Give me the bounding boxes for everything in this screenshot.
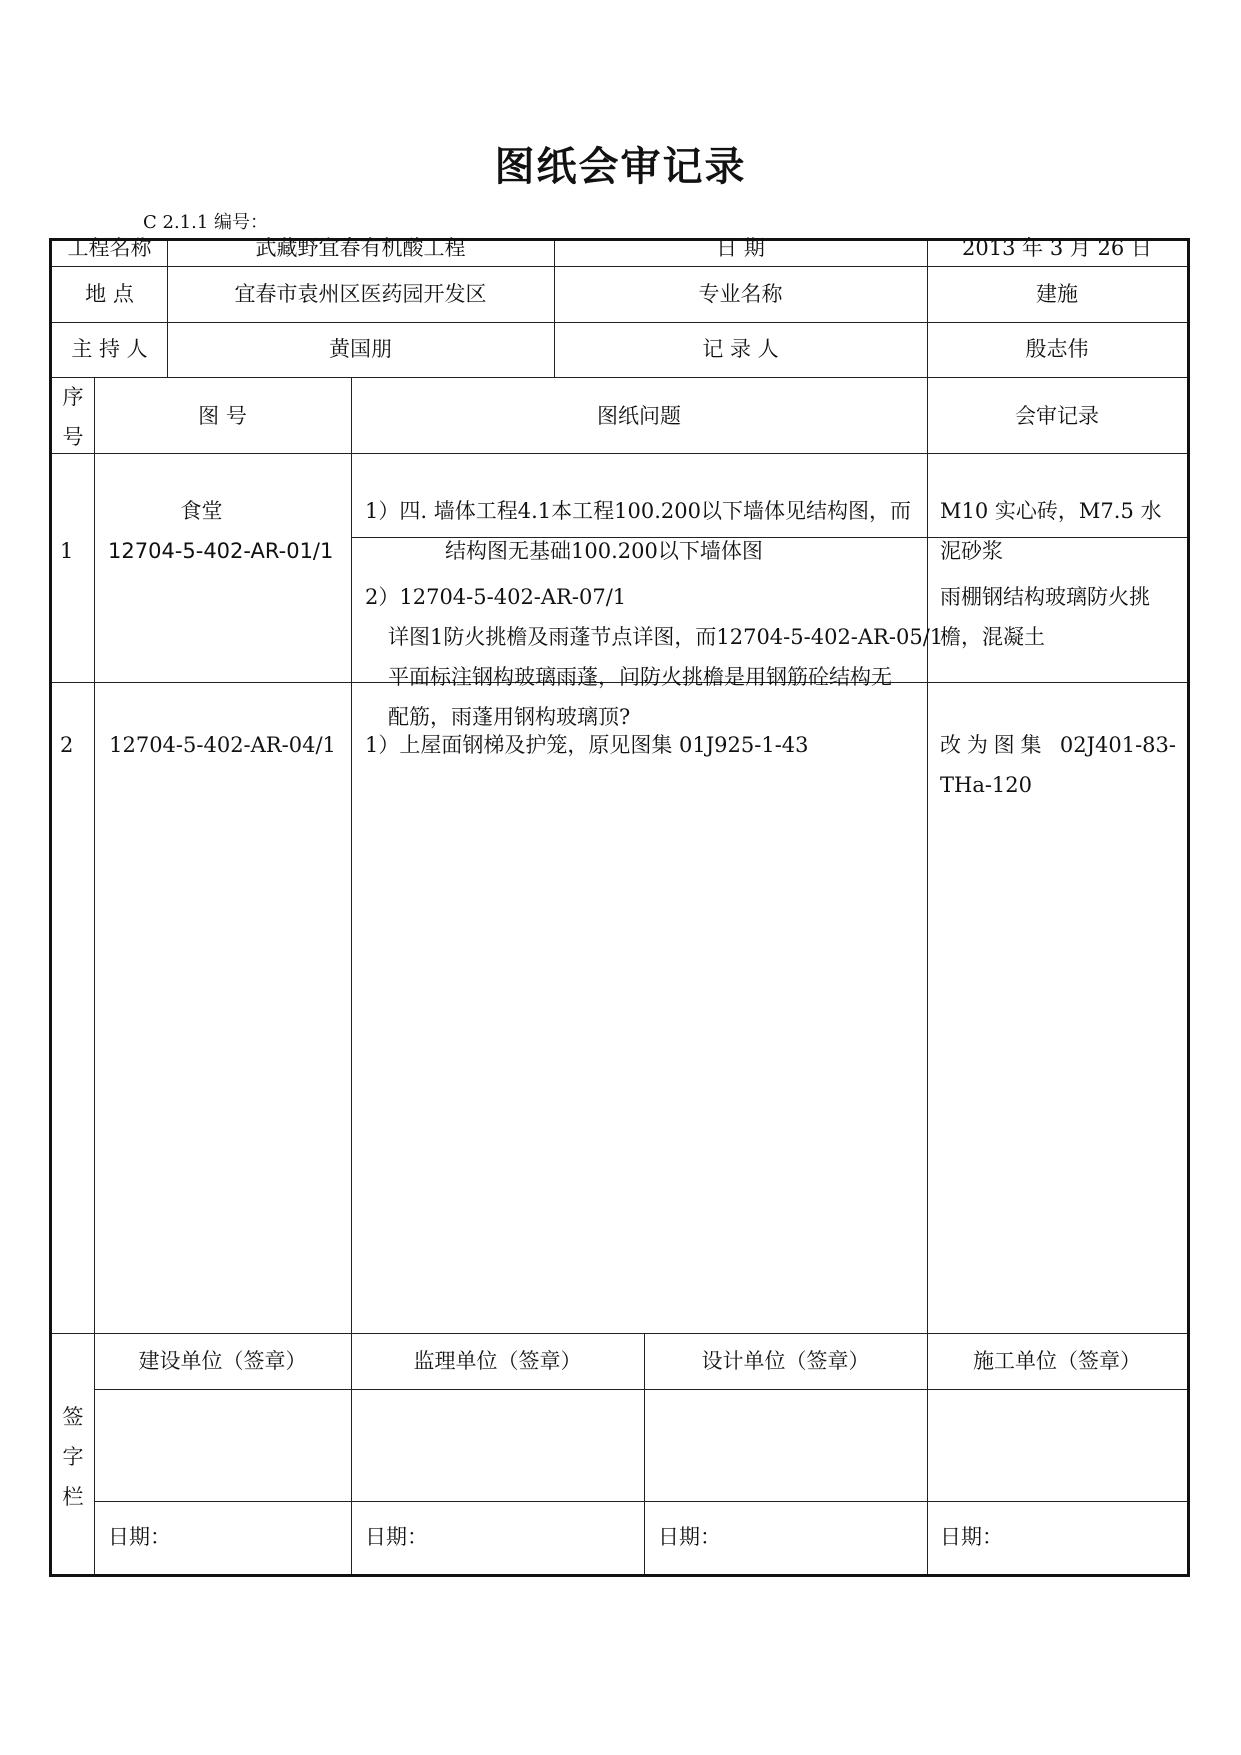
record-header: 会审记录 [1015,404,1099,428]
row-2-issue-1: 1）上屋面钢梯及护笼，原见图集 01J925-1-43 [365,733,809,757]
row-2-record-1: 改为图集 02J401-83-THa-120 [940,733,1176,797]
host-value: 黄国朋 [329,337,392,361]
row-1-record-2: 雨棚钢结构玻璃防火挑檐，混凝土 [940,585,1150,649]
host-label: 主 持 人 [71,337,148,361]
row-1-issue-1-line-2: 结构图无基础100.200以下墙体图 [445,539,763,563]
recorder-value: 殷志伟 [1025,337,1089,361]
design-date-label: 日期： [658,1525,721,1549]
construction-date-label: 日期： [940,1525,1003,1549]
row-1-drawing-no: 12704-5-402-AR-01/1 [108,539,334,563]
site-label: 地 点 [85,282,134,306]
supervisor-date-label: 日期： [365,1525,428,1549]
construction-unit-label: 施工单位（签章） [973,1349,1141,1373]
row-1-issue-2-line-4: 配筋，雨蓬用钢构玻璃顶? [388,705,631,729]
row-1-seq: 1 [60,539,74,563]
supervisor-unit-label: 监理单位（签章） [413,1349,582,1373]
row-1-record-1: M10 实心砖，M7.5 水泥砂浆 [940,499,1162,563]
owner-unit-label: 建设单位（签章） [138,1349,307,1373]
major-label: 专业名称 [698,282,783,306]
seq-header: 序号 [62,385,84,449]
issue-header: 图纸问题 [597,404,681,428]
site-value: 宜春市袁州区医药园开发区 [234,282,487,306]
code-label: C 2.1.1 编号： [143,212,269,233]
major-value: 建施 [1036,282,1078,306]
owner-date-label: 日期： [108,1525,171,1549]
signature-section-label: 签字栏 [62,1405,84,1509]
row-1-drawing-title: 食堂 [180,499,223,523]
row-2-drawing-no: 12704-5-402-AR-04/1 [109,733,336,757]
recorder-label: 记 录 人 [702,337,779,361]
review-form [49,238,1190,1577]
date-label: 日 期 [716,236,765,260]
row-1-issue-2-line-2: 详图1防火挑檐及雨蓬节点详图，而12704-5-402-AR-05/1 [388,625,944,649]
project-label: 工程名称 [67,236,152,260]
drawing-no-header: 图 号 [198,404,247,428]
row-1-issue-2-line-1: 2）12704-5-402-AR-07/1 [365,585,627,609]
design-unit-label: 设计单位（签章） [701,1349,870,1373]
document-title: 图纸会审记录 [494,143,747,190]
row-2-seq: 2 [60,733,74,757]
project-value: 武藏野宜春有机酸工程 [255,236,466,260]
row-1-issue-1-line-1: 1）四. 墙体工程4.1本工程100.200以下墙体见结构图，而 [365,499,911,523]
date-value: 2013 年 3 月 26 日 [962,236,1152,260]
row-1-issue-2-line-3: 平面标注钢构玻璃雨蓬，问防火挑檐是用钢筋砼结构无 [388,665,892,689]
